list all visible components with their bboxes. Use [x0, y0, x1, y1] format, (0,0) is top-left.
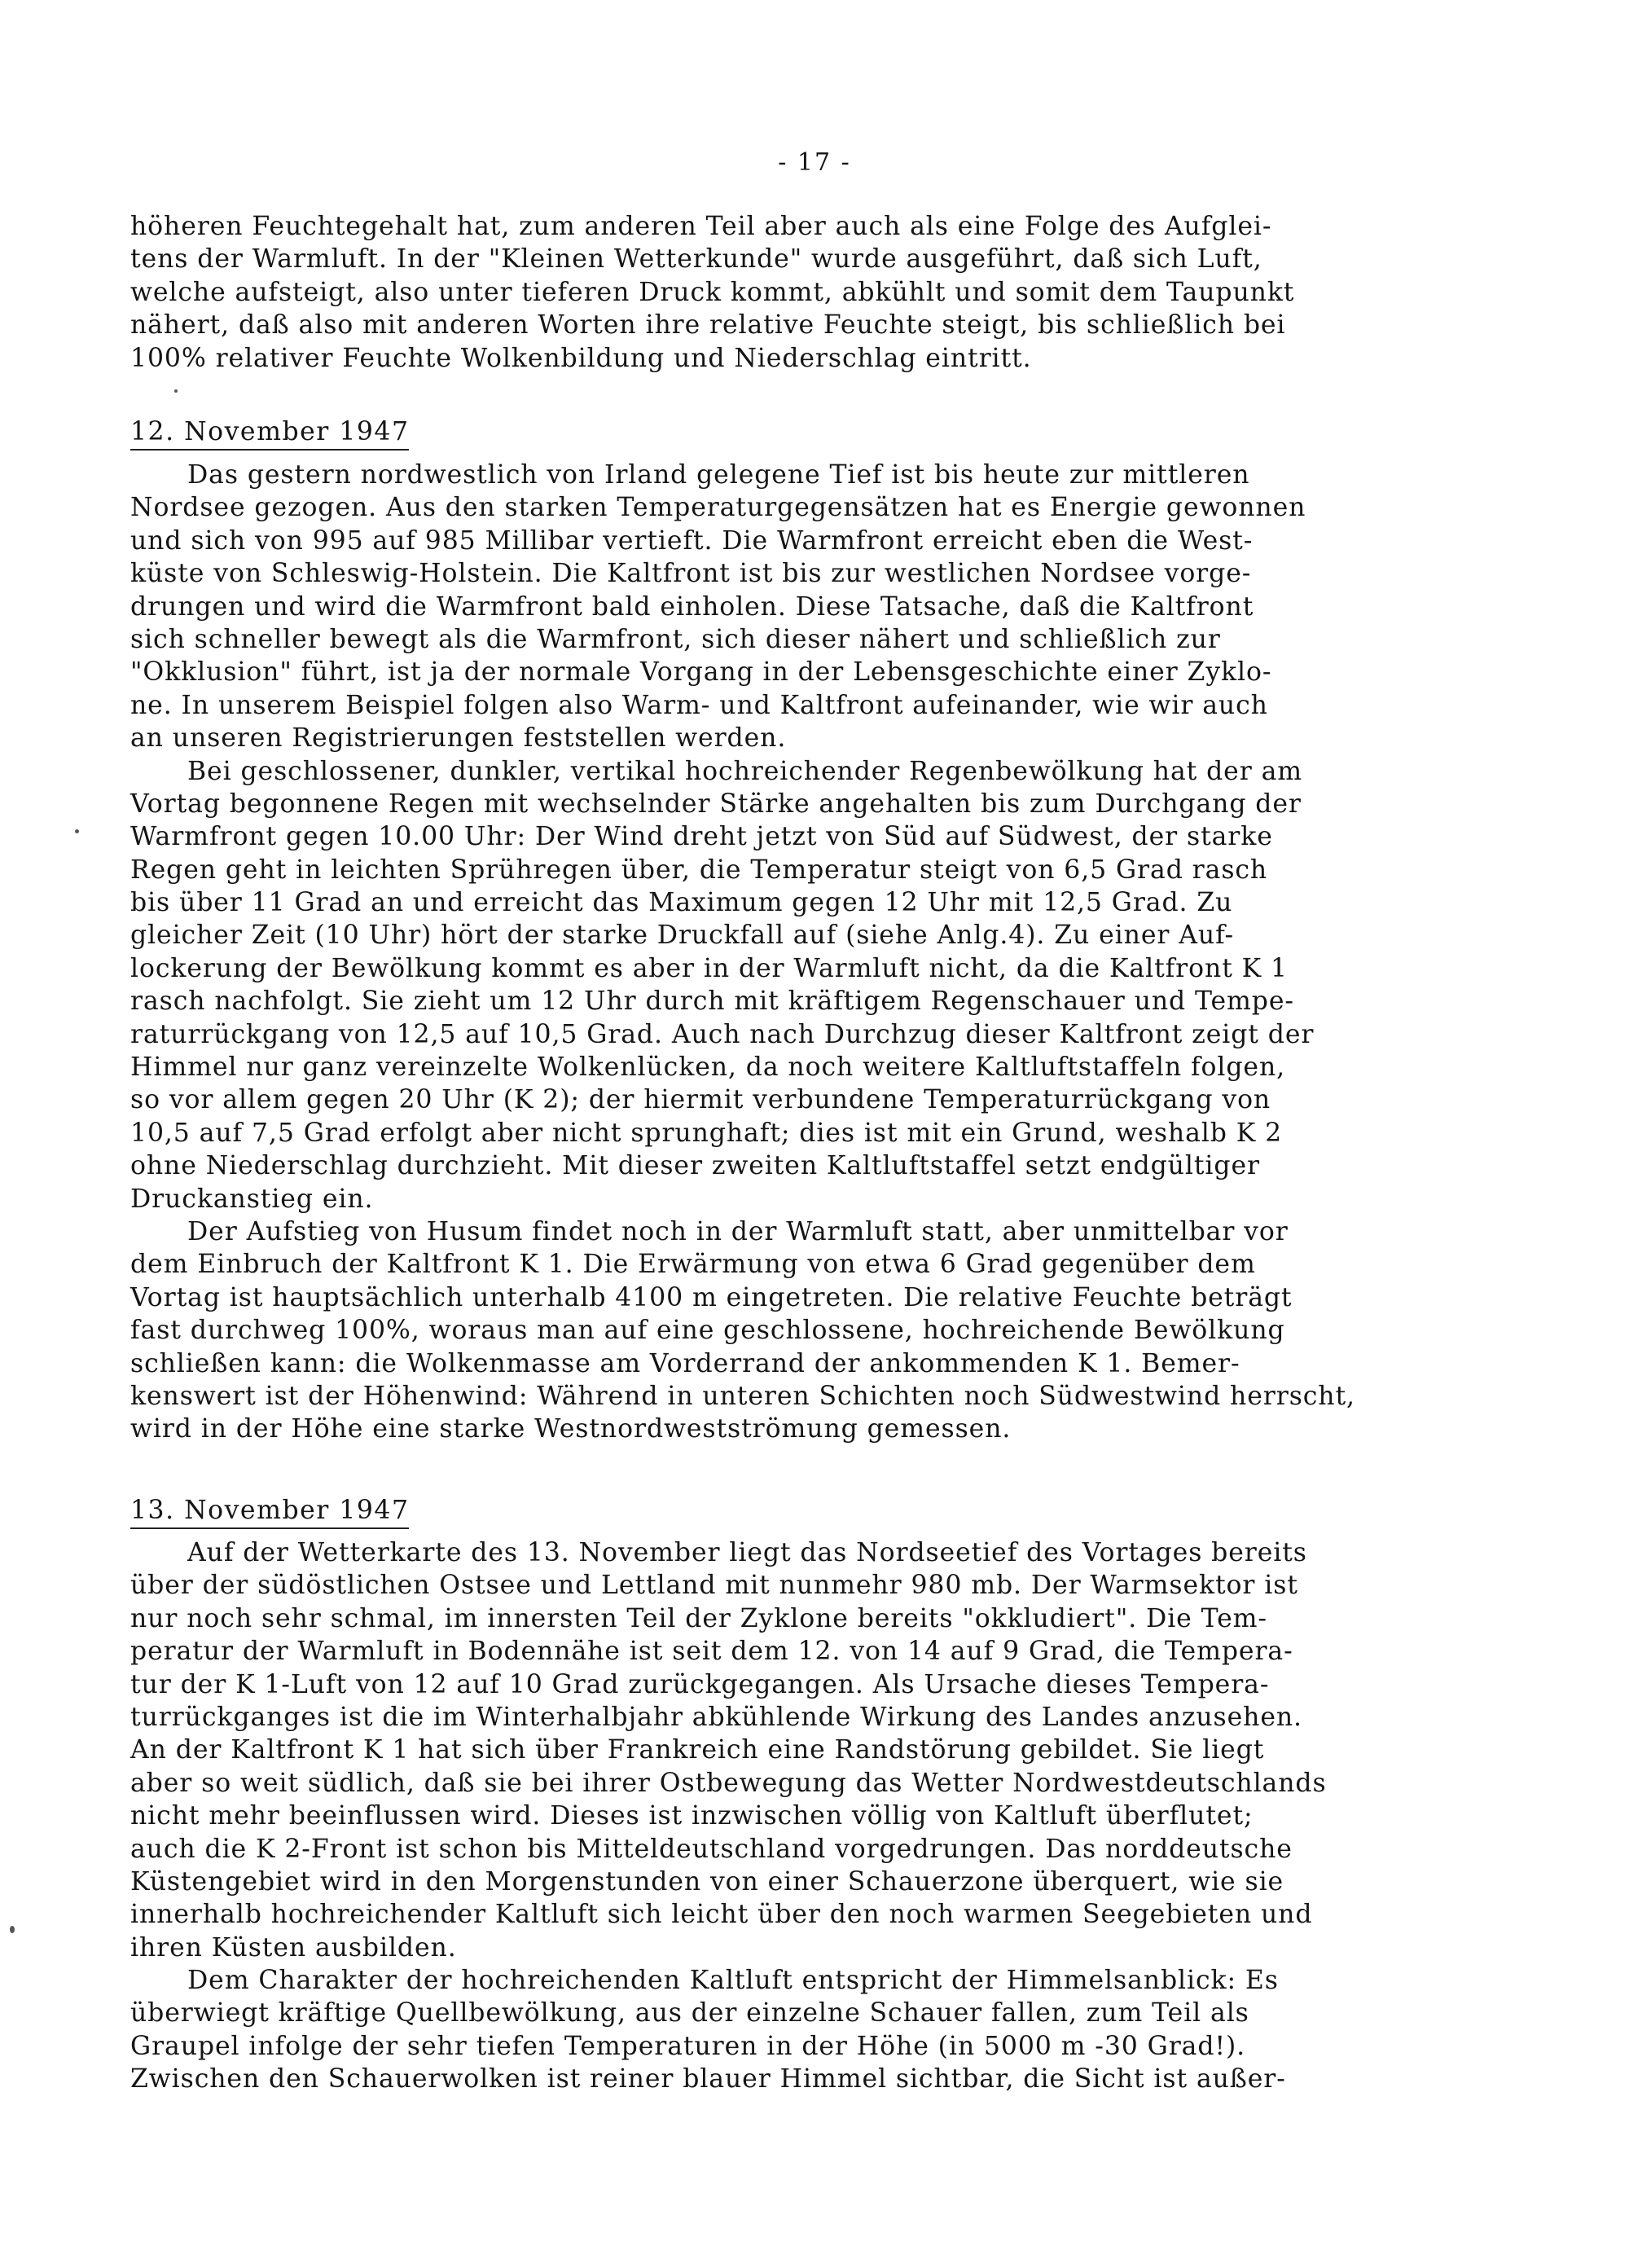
text-line: auch die K 2-Front ist schon bis Mitteldeutschland vorgedrungen. Das norddeutsche	[130, 1834, 1293, 1864]
page-number: - 17 -	[778, 148, 851, 177]
text-line: an unseren Registrierungen feststellen werden.	[130, 723, 787, 754]
text-line: nur noch sehr schmal, im innersten Teil der Zyklone bereits "okkludiert". Die Tem-	[130, 1603, 1267, 1633]
text-line: "Okklusion" führt, ist ja der normale Vorgang in der Lebensgeschichte einer Zyklo-	[130, 657, 1272, 688]
text-line: Der Aufstieg von Husum findet noch in der Warmluft statt, aber unmittelbar vor	[187, 1216, 1289, 1246]
text-line: welche aufsteigt, also unter tieferen Druck kommt, abkühlt und somit dem Taupunkt	[130, 277, 1295, 307]
text-line: Graupel infolge der sehr tiefen Temperaturen in der Höhe (in 5000 m -30 Grad!).	[130, 2031, 1246, 2061]
text-line: Auf der Wetterkarte des 13. November liegt das Nordseetief des Vortages bereits	[187, 1538, 1307, 1567]
section-heading-13-november: 13. November 1947	[130, 1494, 409, 1529]
text-line: tur der K 1-Luft von 12 auf 10 Grad zurückgegangen. Als Ursache dieses Tempera-	[130, 1669, 1270, 1699]
text-line: Küstengebiet wird in den Morgenstunden von einer Schauerzone überquert, wie sie	[130, 1866, 1284, 1897]
text-line: Zwischen den Schauerwolken ist reiner blauer Himmel sichtbar, die Sicht ist außer-	[130, 2064, 1286, 2094]
text-line: Warmfront gegen 10.00 Uhr: Der Wind dreht jetzt von Süd auf Südwest, der starke	[130, 822, 1273, 852]
text-line: Bei geschlossener, dunkler, vertikal hochreichender Regenbewölkung hat der am	[187, 756, 1303, 786]
text-line: lockerung der Bewölkung kommt es aber in der Warmluft nicht, da die Kaltfront K 1	[130, 953, 1288, 983]
text-line: drungen und wird die Warmfront bald einholen. Diese Tatsache, daß die Kaltfront	[130, 591, 1254, 622]
text-line: sich schneller bewegt als die Warmfront, sich dieser nähert und schließlich zur	[130, 624, 1221, 654]
text-line: Nordsee gezogen. Aus den starken Temperaturgegensätzen hat es Energie gewonnen	[130, 493, 1306, 523]
text-line: über der südöstlichen Ostsee und Lettland mit nunmehr 980 mb. Der Warmsektor ist	[130, 1571, 1298, 1601]
text-line: ihren Küsten ausbilden.	[130, 1932, 457, 1963]
text-line: wird in der Höhe eine starke Westnordwestströmung gemessen.	[130, 1414, 1012, 1444]
text-line: Regen geht in leichten Sprühregen über, die Temperatur steigt von 6,5 Grad rasch	[130, 855, 1268, 885]
intro-paragraph	[130, 210, 1409, 375]
text-line: bis über 11 Grad an und erreicht das Maximum gegen 12 Uhr mit 12,5 Grad. Zu	[130, 888, 1233, 918]
scan-speck	[174, 389, 178, 393]
text-line: 100% relativer Feuchte Wolkenbildung und Niederschlag eintritt.	[130, 343, 1032, 373]
text-line: kenswert ist der Höhenwind: Während in unteren Schichten noch Südwestwind herrscht,	[130, 1381, 1355, 1411]
text-line: Dem Charakter der hochreichenden Kaltluft entspricht der Himmelsanblick: Es	[187, 1966, 1279, 1996]
text-line: fast durchweg 100%, woraus man auf eine geschlossene, hochreichende Bewölkung	[130, 1316, 1285, 1346]
section-body-13-november	[130, 1536, 1409, 2096]
scan-speck	[75, 829, 79, 833]
text-line: innerhalb hochreichender Kaltluft sich leicht über den noch warmen Seegebieten und	[130, 1900, 1313, 1930]
text-line: rasch nachfolgt. Sie zieht um 12 Uhr durch mit kräftigem Regenschauer und Tempe-	[130, 987, 1294, 1017]
text-line: tens der Warmluft. In der "Kleinen Wetterkunde" wurde ausgeführt, daß sich Luft,	[130, 244, 1262, 275]
text-line: gleicher Zeit (10 Uhr) hört der starke Druckfall auf (siehe Anlg.4). Zu einer Auf-	[130, 921, 1235, 951]
text-line: dem Einbruch der Kaltfront K 1. Die Erwärmung von etwa 6 Grad gegenüber dem	[130, 1250, 1256, 1280]
text-line: Vortag begonnene Regen mit wechselnder Stärke angehalten bis zum Durchgang der	[130, 789, 1302, 819]
section-heading-12-november: 12. November 1947	[130, 415, 409, 451]
text-line: überwiegt kräftige Quellbewölkung, aus der einzelne Schauer fallen, zum Teil als	[130, 1998, 1249, 2028]
text-line: ne. In unserem Beispiel folgen also Warm- und Kaltfront aufeinander, wie wir auch	[130, 690, 1268, 720]
text-line: küste von Schleswig-Holstein. Die Kaltfront ist bis zur westlichen Nordsee vorge-	[130, 559, 1252, 589]
text-line: so vor allem gegen 20 Uhr (K 2); der hiermit verbundene Temperaturrückgang von	[130, 1085, 1271, 1115]
text-line: schließen kann: die Wolkenmasse am Vorderrand der ankommenden K 1. Bemer-	[130, 1348, 1240, 1378]
text-line: nähert, daß also mit anderen Worten ihre relative Feuchte steigt, bis schließlich bei	[130, 310, 1286, 341]
text-line: An der Kaltfront K 1 hat sich über Frankreich eine Randstörung gebildet. Sie liegt	[130, 1735, 1265, 1765]
text-line: Druckanstieg ein.	[130, 1184, 374, 1214]
text-line: 10,5 auf 7,5 Grad erfolgt aber nicht sprunghaft; dies ist mit ein Grund, weshalb K 2	[130, 1118, 1283, 1148]
text-line: raturrückgang von 12,5 auf 10,5 Grad. Auch nach Durchzug dieser Kaltfront zeigt der	[130, 1019, 1315, 1049]
text-line: turrückganges ist die im Winterhalbjahr abkühlende Wirkung des Landes anzusehen.	[130, 1702, 1302, 1732]
text-line: höheren Feuchtegehalt hat, zum anderen Teil aber auch als eine Folge des Aufglei-	[130, 212, 1272, 241]
text-line: aber so weit südlich, daß sie bei ihrer Ostbewegung das Wetter Nordwestdeutschlands	[130, 1768, 1327, 1798]
text-line: ohne Niederschlag durchzieht. Mit dieser zweiten Kaltluftstaffel setzt endgültiger	[130, 1151, 1260, 1181]
section-body-12-november	[130, 459, 1409, 1446]
text-line: peratur der Warmluft in Bodennähe ist seit dem 12. von 14 auf 9 Grad, die Tempera-	[130, 1637, 1293, 1667]
text-line: nicht mehr beeinflussen wird. Dieses ist inzwischen völlig von Kaltluft überflutet;	[130, 1801, 1254, 1831]
text-line: Himmel nur ganz vereinzelte Wolkenlücken, da noch weitere Kaltluftstaffeln folgen,	[130, 1053, 1286, 1083]
text-line: Das gestern nordwestlich von Irland gelegene Tief ist bis heute zur mittleren	[187, 460, 1250, 490]
scan-speck	[10, 1926, 15, 1933]
text-line: und sich von 995 auf 985 Millibar vertieft. Die Warmfront erreicht eben die West-	[130, 525, 1254, 556]
text-line: Vortag ist hauptsächlich unterhalb 4100 m eingetreten. Die relative Feuchte beträgt	[130, 1282, 1293, 1312]
